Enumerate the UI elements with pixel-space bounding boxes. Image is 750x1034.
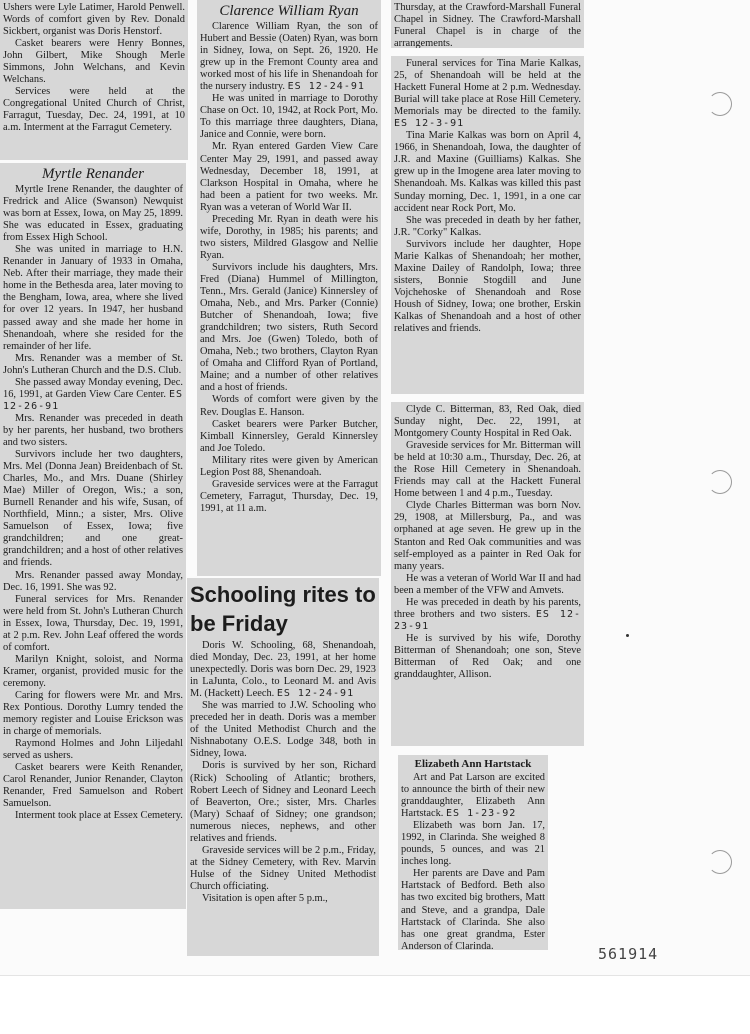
obituary-paragraph: Preceding Mr. Ryan in death were his wife, Dorothy, in 1985; his parents; and two sisters, Mildred Glasgow and Nellie Ryan. [200,213,378,261]
obituary-paragraph: Services were held at the Congregational United Church of Christ, Farragut, Tuesday, Dec. 24, 1991, at 10 a.m. Interment at the Farragut Cemetery. [3,86,185,134]
page-number: 561914 [598,945,659,963]
announcement-heading: Elizabeth Ann Hartstack [414,758,532,770]
obituary-paragraph: Military rites were given by American Legion Post 88, Shenandoah. [200,454,378,478]
obituary-paragraph: He was united in marriage to Dorothy Chase on Oct. 10, 1942, at Rock Port, Mo. To this marriage three daughters, Diana, Janice and Connie, were born. [200,93,378,141]
obituary-paragraph: Graveside services were at the Farragut Cemetery, Farragut, Thursday, Dec. 19, 1991, at 11 a.m. [200,478,378,514]
obituary-paragraph: Graveside services for Mr. Bitterman will be held at 10:30 a.m., Thursday, Dec. 26, at the Rose Hill Cemetery in Shenandoah. Friends may call at the Hackett Funeral Home between 1 and 4 p.m., Tuesday. [394,440,581,500]
obituary-paragraph: Ushers were Lyle Latimer, Harold Penwell. Words of comfort given by Rev. Donald Sickbert, organist was Doris Henstorf. [3,2,185,38]
obituary-renander [0,163,186,909]
obituary-paragraph: She was united in marriage to H.N. Renander in January of 1933 in Omaha, Neb. After their marriage, they made their home in the Bethesda area, later moving to the Bengham, Iowa, area, where she lived for over 12 years. In 1947, her husband passed away and she made her home in Shenandoah, where she resided for the remainder of her life. [3,244,183,352]
obituary-paragraph [394,597,581,633]
obituary-paragraph: She was married to J.W. Schooling who preceded her in death. Doris was a member of the United Methodist Church and the Nishnabotany O.E.S. Lodge 348, both in Sidney, Iowa. [190,700,376,760]
obituary-kalkas [391,56,584,394]
obituary-paragraph [394,58,581,130]
handwritten-date-annotation: ES 12-3-91 [394,118,465,130]
obituary-paragraph: Survivors include her daughter, Hope Marie Kalkas of Shenandoah; her mother, Maxine Dailey of Randolph, Iowa; three sisters, Bonnie Stogdill and June Vojchehoske of Shenandoah and Rose Housh of Sidney, Iowa; one brother, Erskin Kalkas of Shenandoah and a host of other relatives and friends. [394,238,581,335]
obituary-paragraph: Casket bearers were Henry Bonnes, John Gilbert, Mike Shough Merle Simmons, John Welchans, and Kevin Welchans. [3,38,185,86]
obituary-paragraph: Graveside services will be 2 p.m., Friday, at the Sidney Cemetery, with Rev. Marvin Hulse of the Sidney United Methodist Church officiating. [190,844,376,892]
obituary-paragraph: Survivors include his daughters, Mrs. Fred (Diana) Hummel of Millington, Tenn., Mrs. Gerald (Janice) Kinnersley of Omaha, Neb., and Mrs. Parker (Connie) Butcher of Shenandoah, Iowa; five grandchildren; two sisters, Ruth Secord and Mrs. Joe (Gwen) Toledo, both of Omaha, Neb.; two brothers, Clayton Ryan of Omaha and Clifford Ryan of Portland, Maine; and a number of other relatives and a host of friends. [200,261,378,394]
obituary-paragraph: Mr. Ryan entered Garden View Care Center May 29, 1991, and passed away Wednesday, December 18, 1991, at Clarkson Hospital in Omaha, where he had been a patient for two weeks. Mr. Ryan was a veteran of World War II. [200,141,378,213]
handwritten-date-annotation: ES 12-26-91 [3,388,183,412]
obituary-paragraph: He was a veteran of World War II and had been a member of the VFW and Amvets. [394,572,581,596]
obituary-paragraph: Clyde C. Bitterman, 83, Red Oak, died Sunday night, Dec. 22, 1991, at Montgomery County Hospital in Red Oak. [394,404,581,440]
obituary-paragraph-text: He was preceded in death by his parents, three brothers and two sisters. [394,596,581,620]
obituary-schooling [187,578,379,956]
obituary-paragraph: Visitation is open after 5 p.m., [202,892,328,904]
obituary-paragraph: Marilyn Knight, soloist, and Norma Kramer, organist, provided music for the ceremony. [3,653,183,689]
binder-hole [708,470,732,494]
obituary-paragraph: Casket bearers were Parker Butcher, Kimball Kinnersley, Gerald Kinnersley and Joe Toledo. [200,418,378,454]
announcement-paragraph: Elizabeth was born Jan. 17, 1992, in Clarinda. She weighed 8 pounds, 5 ounces, and was 21 inches long. [401,820,545,868]
obituary-paragraph: Clyde Charles Bitterman was born Nov. 29, 1908, at Millersburg, Pa., and was orphaned at age seven. He grew up in the Stanton and Red Oak communities and was self-employed as a painter in Red Oak for many years. [394,500,581,572]
obituary-heading: Clarence William Ryan [219,3,359,19]
scan-margin [0,975,750,1034]
announcement-paragraph [401,772,545,820]
binder-hole [708,92,732,116]
obituary-paragraph-text: Funeral services for Tina Marie Kalkas, 25, of Shenandoah will be held at the Hackett Funeral Home at 2 p.m. Wednesday. Burial will take place at Rose Hill Cemetery. Memorials may be directed to the family. [394,58,581,118]
handwritten-date-annotation: ES 1-23-92 [446,808,517,820]
handwritten-date-annotation: ES 12-24-91 [287,81,365,93]
obituary-paragraph: Doris is survived by her son, Richard (Rick) Schooling of Atlantic; brothers, Robert Leech of Sidney and Leonard Leech of Beaverton, Ore.; sister, Mrs. Charles (Mary) Schaaf of Sidney; one grandson; numerous nieces, nephews, and other relatives and friends. [190,760,376,844]
obituary-paragraph: Mrs. Renander passed away Monday, Dec. 16, 1991. She was 92. [3,569,183,593]
obituary-paragraph: Words of comfort were given by the Rev. Douglas E. Hanson. [200,394,378,418]
announcement-paragraph: Her parents are Dave and Pam Hartstack of Bedford. Beth also has two excited big brothers, Matt and Steve, and a grandpa, Dale Hartstack of Clarinda. She also has one great grandma, Ester Anderson of Clarinda. [401,868,545,950]
obituary-paragraph: Caring for flowers were Mr. and Mrs. Rex Pontious. Dorothy Lumry tended the memory register and Louise Erickson was in charge of memorials. [3,689,183,738]
obituary-paragraph: Interment took place at Essex Cemetery. [15,810,183,822]
obituary-paragraph-text: She passed away Monday evening, Dec. 16, 1991, at Garden View Care Center. [3,376,183,400]
obituary-paragraph: Funeral services for Mrs. Renander were held from St. John's Lutheran Church in Essex, Iowa, Thursday, Dec. 19, 1991, at 2 p.m. Rev. John Leaf offered the words of comfort. [3,593,183,653]
obituary-bitterman [391,402,584,746]
obituary-paragraph: Raymond Holmes and John Liljedahl served as ushers. [3,738,183,762]
obituary-paragraph: Myrtle Irene Renander, the daughter of Fredrick and Alice (Swanson) Newquist was born at Essex, Iowa, on May 25, 1899. She was educated in Essex, graduating from Essex High School. [3,184,183,244]
handwritten-date-annotation: ES 12-23-91 [394,608,581,632]
obituary-continuation-right [391,0,584,48]
obituary-headline: Schooling rites to be Friday [190,582,376,636]
obituary-paragraph-text: Doris W. Schooling, 68, Shenandoah, died Monday, Dec. 23, 1991, at her home unexpectedly. Doris was born Dec. 29, 1923 in LaJunta, Colo., to Leonard M. and Avis M. (Hackett) Leech. [190,640,376,700]
obituary-paragraph: Mrs. Renander was preceded in death by her parents, her husband, two brothers and two sisters. [3,412,183,448]
obituary-paragraph: She was preceded in death by her father, J.R. "Corky" Kalkas. [394,214,581,238]
obituary-paragraph [3,377,183,413]
obituary-continuation-left [0,0,188,160]
obituary-heading: Myrtle Renander [41,166,145,182]
obituary-paragraph [190,640,376,700]
obituary-paragraph [200,21,378,93]
birth-announcement-hartstack [398,755,548,950]
obituary-paragraph: Tina Marie Kalkas was born on April 4, 1966, in Shenandoah, Iowa, the daughter of J.R. and Maxine (Guilliams) Kalkas. She grew up in the Imogene area later moving to Shenandoah. Ms. Kalkas was killed this past Sunday morning, Dec. 1, 1991, in a one car accident near Rock Port, Mo. [394,130,581,214]
announcement-paragraph-text: Art and Pat Larson are excited to announce the birth of their new granddaughter, Elizabeth Ann Hartstack. [401,772,545,820]
obituary-paragraph: Survivors include her two daughters, Mrs. Mel (Donna Jean) Breidenbach of St. Charles, Mo., and Mrs. Duane (Shirley Mae) Miller of Oregon, Wis.; a son, Burnell Renander and his wife, Susan, of Northfield, Minn.; a sister, Mrs. Olive Samuelson of Essex, Iowa; five grandchildren; and one great-grandchildren; and a host of other relatives and friends. [3,449,183,569]
handwritten-date-annotation: ES 12-24-91 [276,688,355,700]
obituary-ryan [197,0,381,576]
obituary-paragraph-text: Clarence William Ryan, the son of Hubert and Bessie (Oaten) Ryan, was born in Sidney, Iowa, on Sept. 26, 1920. He grew up in the Fremont County area and worked most of his life in Shenandoah for the nursery industry. [200,21,378,93]
binder-hole [708,850,732,874]
page-speck [626,634,629,637]
obituary-paragraph: Casket bearers were Keith Renander, Carol Renander, Junior Renander, Clayton Renander, Fred Samuelson and Robert Samuelson. [3,762,183,810]
obituary-paragraph: He is survived by his wife, Dorothy Bitterman of Shenandoah; one son, Steve Bitterman of Red Oak; and one granddaughter, Allison. [394,632,581,681]
obituary-paragraph: Thursday, at the Crawford-Marshall Funeral Chapel in Sidney. The Crawford-Marshall Funeral Chapel is in charge of the arrangements. [394,2,581,48]
obituary-paragraph: Mrs. Renander was a member of St. John's Lutheran Church and the D.S. Club. [3,352,183,376]
